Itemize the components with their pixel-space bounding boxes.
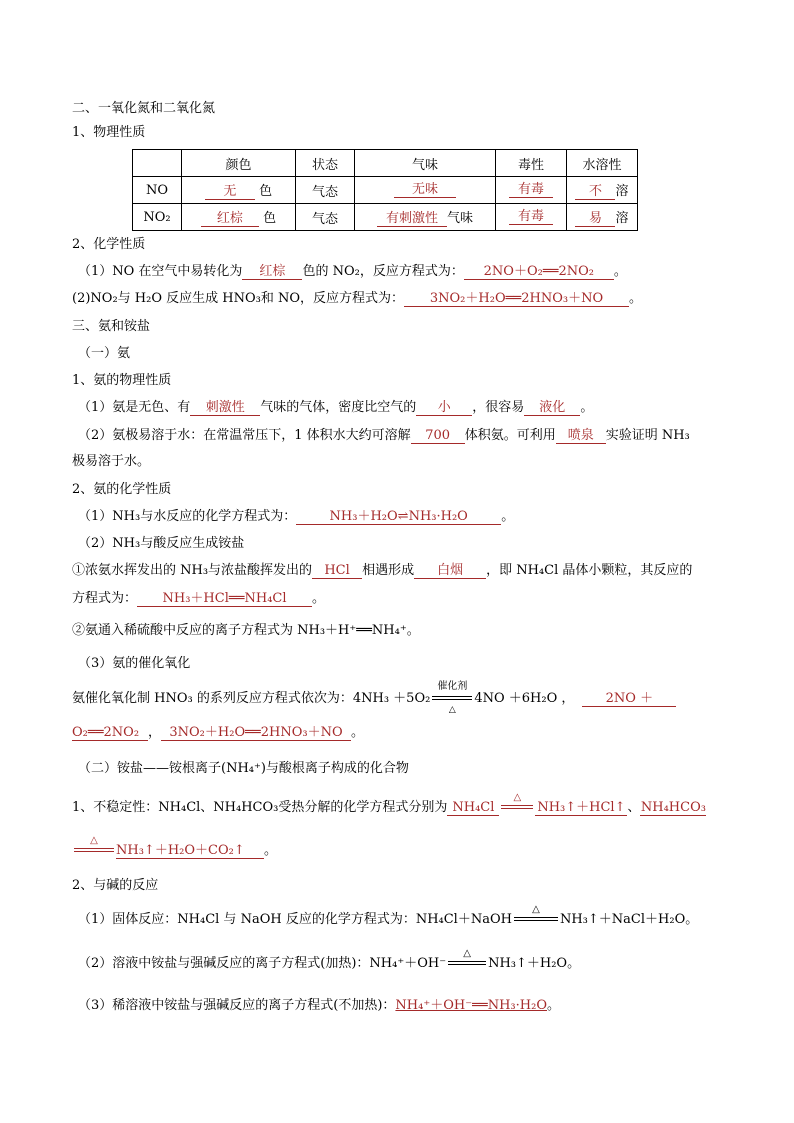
table-header-row (133, 150, 638, 177)
answer-blank: 2NO ＋ (582, 691, 676, 707)
heat-arrow: △ (514, 915, 558, 925)
answer-blank: NH₃＋H₂O⇌NH₃·H₂O (296, 509, 501, 525)
answer-blank: 2NO＋O₂══2NO₂ (464, 264, 614, 280)
header-solubility: 水溶性 (567, 150, 638, 177)
answer-blank: NH₄⁺＋OH⁻══NH₃·H₂O (395, 998, 547, 1013)
instability-line: 1、不稳定性：NH₄Cl、NH₄HCO₃受热分解的化学方程式分别为 NH₄Cl △ NH₃↑＋HCl↑ 、NH₄HCO₃ (72, 791, 706, 815)
answer-blank: 3NO₂＋H₂O══2HNO₃＋NO (161, 725, 351, 741)
answer-blank: 有毒 (509, 209, 553, 225)
header-toxicity: 毒性 (496, 150, 567, 177)
ammonia-physical-line-2: （2）氨极易溶于水：在常温常压下，1 体积水大约可溶解 700 体积氨。可利用 喷泉 实验证明 NH₃ (78, 428, 690, 443)
state-cell: 气态 (296, 204, 355, 231)
answer-blank: 3NO₂＋H₂O══2HNO₃＋NO (404, 291, 629, 307)
section-3-title: 三、氨和铵盐 (72, 319, 151, 334)
answer-blank: 小 (416, 400, 472, 416)
answer-blank: NH₄Cl (447, 800, 499, 816)
header-state: 状态 (296, 150, 355, 177)
answer-blank: NH₃↑＋HCl↑ (537, 800, 626, 815)
ammonia-physical-line-1: （1）氨是无色、有 刺激性 气味的气体，密度比空气的 小 ，很容易 液化 。 (78, 400, 594, 415)
smell-cell (355, 177, 496, 204)
answer-blank: NH₃↑＋H₂O＋CO₂↑ (116, 843, 264, 859)
table-row (133, 177, 638, 204)
row-name: NO₂ (133, 204, 182, 231)
answer-blank: HCl (312, 563, 362, 579)
color-cell: 红棕 色 (182, 204, 296, 231)
toxicity-cell (496, 204, 567, 231)
answer-blank: 红棕 (201, 211, 259, 227)
no2-water-line: (2)NO₂与 H₂O 反应生成 HNO₃和 NO，反应方程式为： 3NO₂＋H₂O══2HNO₃＋NO 。 (72, 291, 643, 306)
answer-blank: 有毒 (509, 182, 553, 198)
smell-cell: 有刺激性 气味 (355, 204, 496, 231)
sulfuric-acid-line: ②氨通入稀硫酸中反应的离子方程式为 NH₃＋H⁺══NH₄⁺。 (72, 623, 420, 638)
row-name: NO (133, 177, 182, 204)
ammonia-chemical-heading: 2、氨的化学性质 (72, 482, 172, 497)
header-smell: 气味 (355, 150, 496, 177)
catalytic-oxidation-heading: （3）氨的催化氧化 (78, 656, 191, 671)
answer-blank: 易 (575, 211, 615, 227)
solubility-cell: 不 溶 (567, 177, 638, 204)
color-cell: 无 色 (182, 177, 296, 204)
answer-blank: NH₄HCO₃ (640, 800, 706, 815)
heat-arrow: △ (501, 803, 533, 813)
solid-reaction-line: （1）固体反应：NH₄Cl 与 NaOH 反应的化学方程式为：NH₄Cl＋NaOH △ NH₃↑＋NaCl＋H₂O。 (78, 903, 699, 927)
header-color: 颜色 (182, 150, 296, 177)
catalytic-oxidation-line-cont: O₂══2NO₂ ， 3NO₂＋H₂O══2HNO₃＋NO 。 (72, 725, 365, 740)
no-oxidation-line: （1）NO 在空气中易转化为 红棕 色的 NO₂，反应方程式为： 2NO＋O₂══2NO₂ 。 (78, 264, 627, 279)
properties-table (132, 149, 638, 231)
table-row (133, 204, 638, 231)
ammonia-subtitle: （一）氨 (78, 346, 131, 361)
answer-blank: 刺激性 (190, 400, 260, 416)
answer-blank: 液化 (524, 400, 580, 416)
answer-blank: 不 (575, 184, 615, 200)
answer-blank: O₂══2NO₂ (72, 725, 148, 741)
answer-blank: NH₃＋HCl══NH₄Cl (137, 591, 312, 607)
toxicity-cell (496, 177, 567, 204)
answer-blank: 红棕 (242, 264, 302, 280)
section-2-title: 二、一氧化氮和二氧化氮 (72, 101, 216, 116)
answer-blank: 喷泉 (556, 428, 606, 444)
instability-line-cont: △ NH₃↑＋H₂O＋CO₂↑ 。 (72, 842, 277, 860)
answer-blank: 700 (411, 428, 465, 444)
heat-arrow: △ (448, 959, 486, 969)
physical-properties-heading: 1、物理性质 (72, 125, 146, 140)
solubility-cell: 易 溶 (567, 204, 638, 231)
table-corner-cell (133, 150, 182, 177)
catalytic-oxidation-line: 氨催化氧化制 HNO₃ 的系列反应方程式依次为：4NH₃ ＋5O₂ 催化剂 △ 4NO ＋6H₂O ， 2NO ＋ (72, 690, 676, 708)
answer-blank: 无 (205, 184, 255, 200)
catalyst-reaction-arrow: 催化剂 △ (432, 694, 472, 704)
hcl-smoke-line: ①浓氨水挥发出的 NH₃与浓盐酸挥发出的 HCl 相遇形成 白烟 ，即 NH₄Cl 晶体小颗粒，其反应的 (72, 563, 693, 578)
ammonia-physical-line-2-cont: 极易溶于水。 (72, 454, 151, 469)
chemical-properties-heading: 2、化学性质 (72, 237, 146, 252)
dilute-solution-line: （3）稀溶液中铵盐与强碱反应的离子方程式(不加热)：NH₄⁺＋OH⁻══NH₃·H₂O。 (78, 998, 560, 1013)
answer-blank: 无味 (394, 182, 456, 198)
ammonium-salt-subtitle: （二）铵盐——铵根离子(NH₄⁺)与酸根离子构成的化合物 (78, 761, 409, 776)
state-cell: 气态 (296, 177, 355, 204)
answer-blank: 有刺激性 (377, 211, 447, 227)
ammonia-water-line: （1）NH₃与水反应的化学方程式为： NH₃＋H₂O⇌NH₃·H₂O 。 (78, 509, 515, 524)
ammonia-physical-heading: 1、氨的物理性质 (72, 373, 172, 388)
heated-solution-line: （2）溶液中铵盐与强碱反应的离子方程式(加热)：NH₄⁺＋OH⁻ △ NH₃↑＋H₂O。 (78, 947, 581, 971)
heat-arrow: △ (74, 846, 114, 856)
ammonia-acid-heading: （2）NH₃与酸反应生成铵盐 (78, 536, 245, 551)
answer-blank: 白烟 (414, 563, 486, 579)
hcl-equation-line: 方程式为： NH₃＋HCl══NH₄Cl 。 (72, 591, 326, 606)
base-reaction-heading: 2、与碱的反应 (72, 878, 159, 893)
